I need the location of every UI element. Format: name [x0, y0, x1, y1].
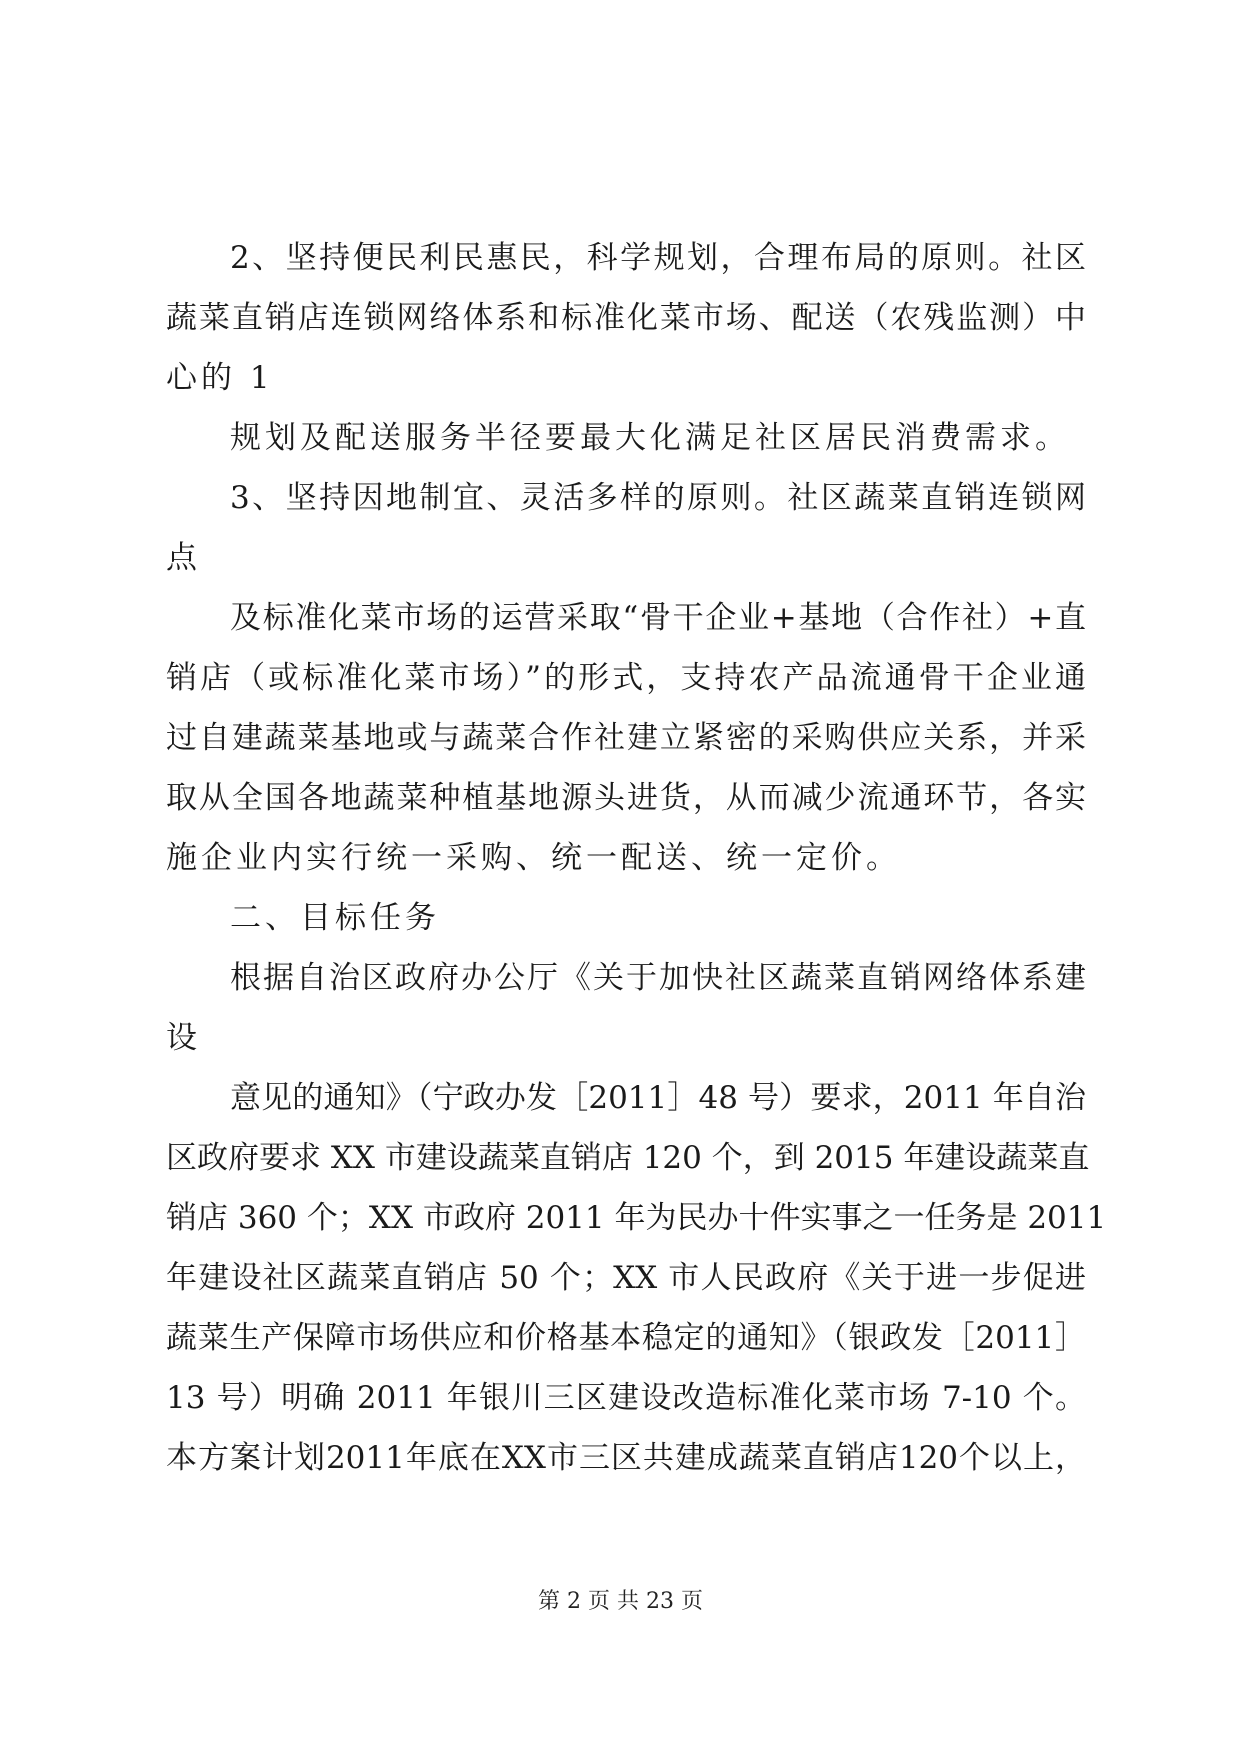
text-line-6: 点: [166, 540, 201, 576]
text-line-10: 取从全国各地蔬菜种植基地源头进货，从而减少流通环节，各实: [166, 780, 1086, 816]
text-line-1: 2、坚持便民利民惠民，科学规划，合理布局的原则。社区: [230, 240, 1086, 276]
text-line-13: 根据自治区政府办公厅《关于加快社区蔬菜直销网络体系建: [230, 960, 1086, 996]
page-footer: 第 2 页 共 23 页: [538, 1589, 703, 1614]
text-line-5: 3、坚持因地制宜、灵活多样的原则。社区蔬菜直销连锁网: [230, 480, 1086, 516]
text-line-16: 区政府要求 XX 市建设蔬菜直销店 120 个，到 2015 年建设蔬菜直: [166, 1140, 1090, 1176]
text-line-3: 心的 1: [166, 360, 274, 396]
text-line-19: 蔬菜生产保障市场供应和价格基本稳定的通知》（银政发［2011］: [166, 1320, 1086, 1356]
text-line-18: 年建设社区蔬菜直销店 50 个；XX 市人民政府《关于进一步促进: [166, 1260, 1086, 1296]
text-line-20: 13 号）明确 2011 年银川三区建设改造标准化菜市场 7-10 个。: [166, 1380, 1086, 1416]
text-line-21: 本方案计划2011年底在XX市三区共建成蔬菜直销店120个以上，: [166, 1440, 1086, 1476]
text-line-17: 销店 360 个；XX 市政府 2011 年为民办十件实事之一任务是 2011: [166, 1200, 1107, 1236]
text-line-9: 过自建蔬菜基地或与蔬菜合作社建立紧密的采购供应关系，并采: [166, 720, 1086, 756]
text-line-8: 销店（或标准化菜市场）”的形式，支持农产品流通骨干企业通: [166, 660, 1086, 696]
text-line-11: 施企业内实行统一采购、统一配送、统一定价。: [166, 840, 901, 876]
text-line-14: 设: [166, 1020, 201, 1056]
text-line-4: 规划及配送服务半径要最大化满足社区居民消费需求。: [230, 420, 1070, 456]
text-line-7: 及标准化菜市场的运营采取“骨干企业+基地（合作社）+直: [230, 600, 1086, 636]
section-heading: 二、目标任务: [230, 900, 440, 936]
text-line-15: 意见的通知》（宁政办发［2011］48 号）要求，2011 年自治: [230, 1080, 1086, 1116]
text-line-2: 蔬菜直销店连锁网络体系和标准化菜市场、配送（农残监测）中: [166, 300, 1086, 336]
